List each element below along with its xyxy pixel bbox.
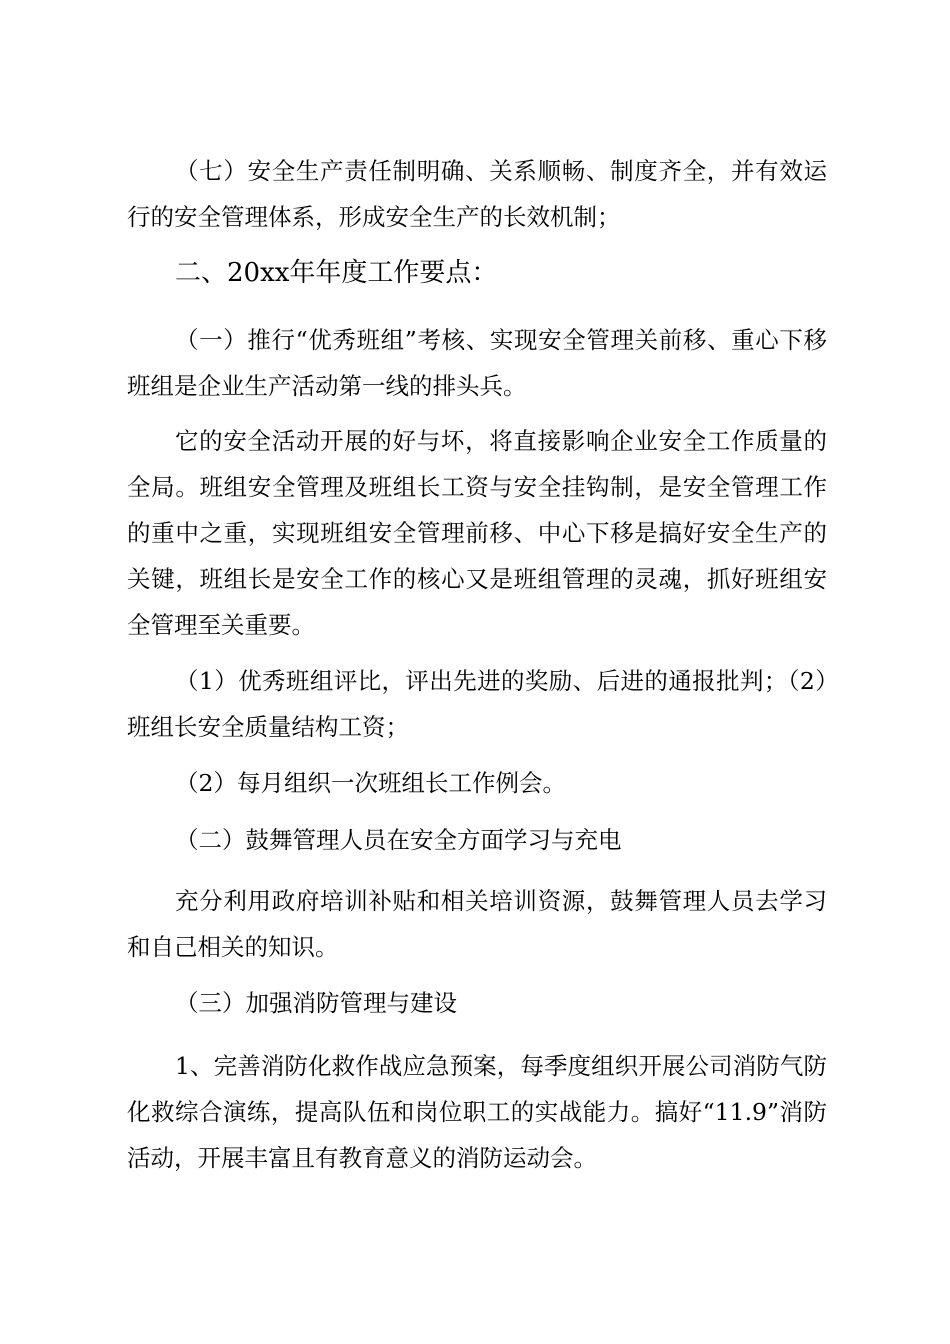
- section-heading-work-points: 二、20xx年年度工作要点：: [175, 258, 498, 288]
- paragraph-team-evaluation: （1）优秀班组评比，评出先进的奖励、后进的通报批判；（2）班组长安全质量结构工资；: [127, 667, 827, 741]
- paragraph-fire-drill: 1、完善消防化救作战应急预案，每季度组织开展公司消防气防化救综合演练，提高队伍和岗位职工的实战能力。搞好“11.9”消防活动，开展丰富且有教育意义的消防运动会。: [127, 1052, 827, 1172]
- paragraph-encourage-learning-heading: （二）鼓舞管理人员在安全方面学习与充电: [175, 826, 622, 854]
- paragraph-training-resources: 充分利用政府培训补贴和相关培训资源，鼓舞管理人员去学习和自己相关的知识。: [127, 887, 827, 961]
- paragraph-monthly-meeting: （2）每月组织一次班组长工作例会。: [175, 769, 566, 797]
- paragraph-team-management: 它的安全活动开展的好与坏，将直接影响企业安全工作质量的全局。班组安全管理及班组长工资与安全挂钩制，是安全管理工作的重中之重，实现班组安全管理前移、中心下移是搞好安全生产的关键，班组长是安全工作的核心又是班组管理的灵魂，抓好班组安全管理至关重要。: [127, 427, 827, 639]
- paragraph-fire-management-heading: （三）加强消防管理与建设: [175, 989, 457, 1017]
- paragraph-excellent-team: （一）推行“优秀班组”考核、实现安全管理关前移、重心下移班组是企业生产活动第一线的排头兵。: [127, 326, 827, 400]
- paragraph-safety-system: （七）安全生产责任制明确、关系顺畅、制度齐全，并有效运行的安全管理体系，形成安全生产的长效机制；: [127, 157, 827, 231]
